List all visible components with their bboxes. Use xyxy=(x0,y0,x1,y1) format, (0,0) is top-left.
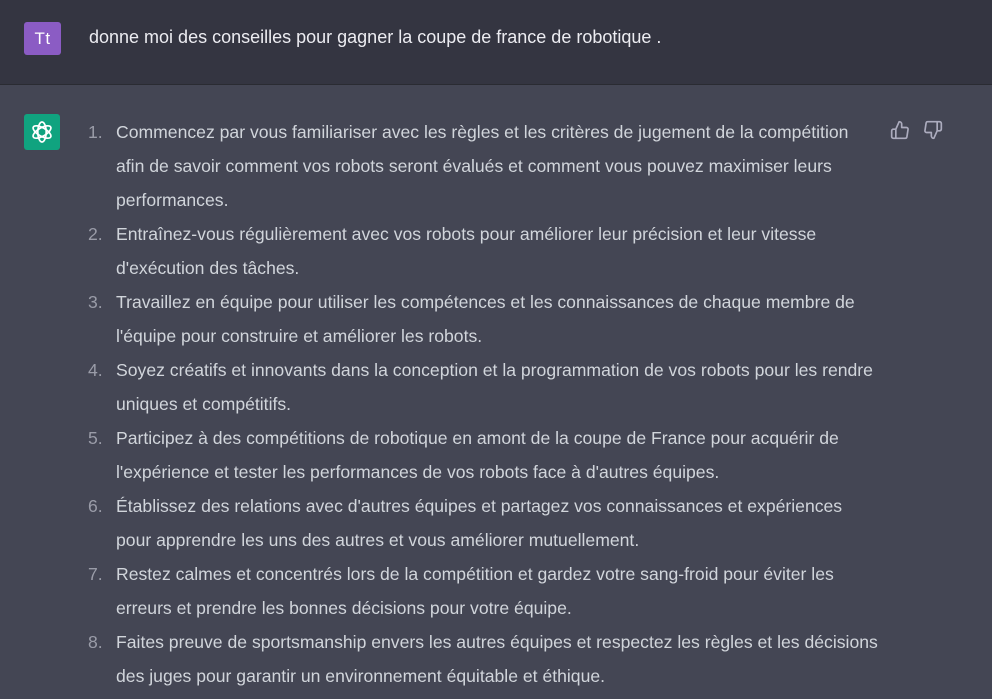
assistant-message-row xyxy=(0,85,992,699)
list-item-text: Travaillez en équipe pour utiliser les compétences et les connaissances de chaque membre de l'équipe pour construire et améliorer les robots. xyxy=(116,292,855,346)
list-item xyxy=(78,353,878,421)
list-item-number: 4. xyxy=(88,360,103,380)
list-item-text: Soyez créatifs et innovants dans la conception et la programmation de vos robots pour les rendre uniques et compétitifs. xyxy=(116,360,873,414)
list-item-number: 2. xyxy=(88,224,103,244)
list-item-text: Entraînez-vous régulièrement avec vos robots pour améliorer leur précision et leur vitesse d'exécution des tâches. xyxy=(116,224,817,278)
list-item xyxy=(78,421,878,489)
list-item-number: 7. xyxy=(88,564,103,584)
openai-logo-icon xyxy=(29,119,55,145)
thumbs-up-icon xyxy=(890,120,910,140)
list-item xyxy=(78,115,878,217)
list-item-number: 5. xyxy=(88,428,103,448)
list-item xyxy=(78,625,878,693)
answer-list xyxy=(78,115,878,693)
user-message-text: donne moi des conseilles pour gagner la coupe de france de robotique . xyxy=(89,27,662,47)
list-item-text: Participez à des compétitions de robotique en amont de la coupe de France pour acquérir de l'expérience et tester les performances de vos robots face à d'autres équipes. xyxy=(116,428,839,482)
list-item-text: Établissez des relations avec d'autres équipes et partagez vos connaissances et expériences pour apprendre les uns des autres et vous améliorer mutuellement. xyxy=(116,496,843,550)
list-item xyxy=(78,489,878,557)
list-item xyxy=(78,557,878,625)
thumbs-up-button[interactable] xyxy=(890,120,910,140)
user-message-row xyxy=(0,0,992,85)
assistant-avatar xyxy=(24,114,60,150)
list-item-text: Commencez par vous familiariser avec les règles et les critères de jugement de la compétition afin de savoir comment vos robots seront évalués et comment vous pouvez maximiser leurs performances. xyxy=(116,122,849,210)
list-item-number: 3. xyxy=(88,292,103,312)
list-item xyxy=(78,217,878,285)
list-item xyxy=(78,285,878,353)
list-item-number: 6. xyxy=(88,496,103,516)
thumbs-down-button[interactable] xyxy=(923,120,943,140)
user-avatar: Tt xyxy=(24,22,61,55)
list-item-text: Faites preuve de sportsmanship envers les autres équipes et respectez les règles et les décisions des juges pour garantir un environnement équitable et éthique. xyxy=(116,632,878,686)
thumbs-down-icon xyxy=(923,120,943,140)
list-item-number: 1. xyxy=(88,122,103,142)
list-item-number: 8. xyxy=(88,632,103,652)
list-item-text: Restez calmes et concentrés lors de la compétition et gardez votre sang-froid pour éviter les erreurs et prendre les bonnes décisions pour votre équipe. xyxy=(116,564,834,618)
